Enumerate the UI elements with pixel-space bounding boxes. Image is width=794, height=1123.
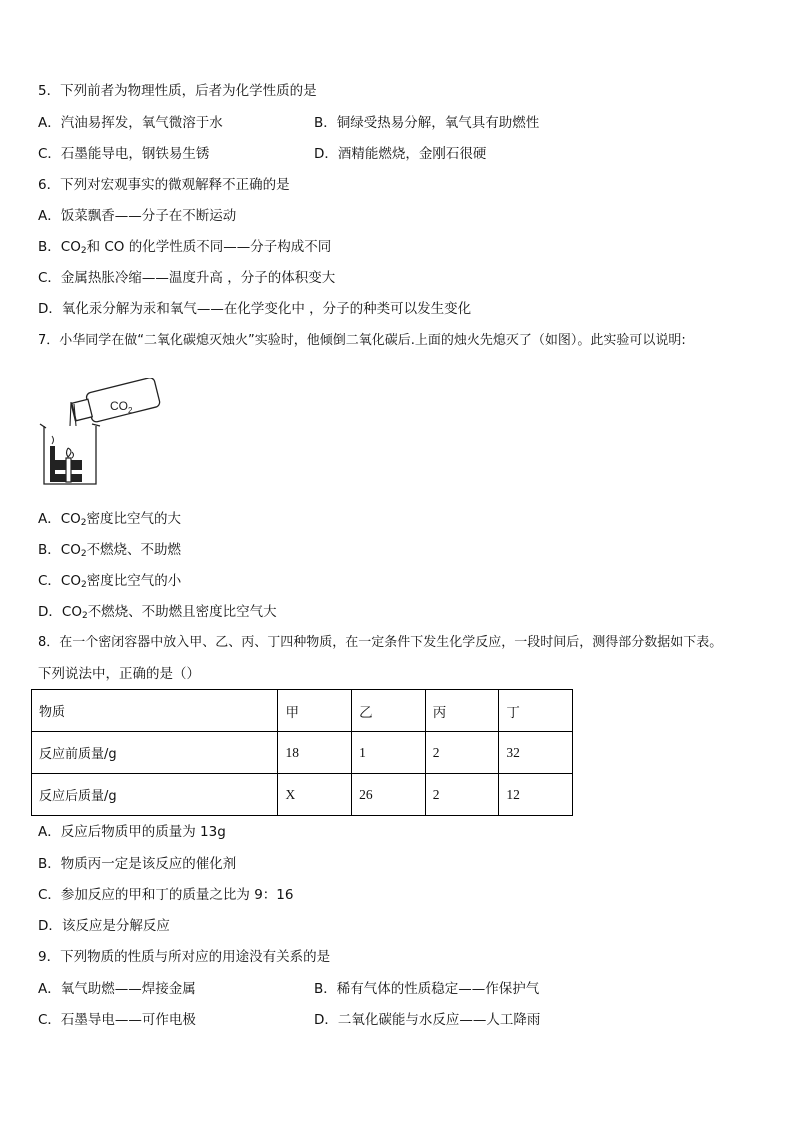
table-header-row xyxy=(32,690,573,732)
table-cell: 26 xyxy=(352,774,426,816)
table-cell: 反应后质量/g xyxy=(32,774,278,816)
q8-option-b: B．物质丙一定是该反应的催化剂 xyxy=(38,856,237,872)
q7-stem: 7．小华同学在做“二氧化碳熄灭烛火”实验时，他倾倒二氧化碳后.上面的烛火先熄灭了（如图）。此实验可以说明: xyxy=(38,333,686,348)
q8-stem-2: 下列说法中，正确的是（） xyxy=(38,666,200,682)
q6-option-d: D．氧化汞分解为汞和氧气——在化学变化中 ，分子的种类可以发生变化 xyxy=(38,301,472,317)
q5-stem: 5．下列前者为物理性质，后者为化学性质的是 xyxy=(38,83,317,99)
table-header-cell: 乙 xyxy=(352,690,426,732)
table-header-cell: 甲 xyxy=(278,690,352,732)
q9-option-b: B．稀有气体的性质稳定——作保护气 xyxy=(314,981,540,997)
short-candle xyxy=(66,458,71,482)
tall-candle xyxy=(50,446,55,482)
table-header-cell: 丙 xyxy=(425,690,499,732)
q6-option-a: A．饭菜飘香——分子在不断运动 xyxy=(38,208,237,224)
bottle-label: $CO_2$ xyxy=(110,399,133,415)
q8-stem: 8．在一个密闭容器中放入甲、乙、丙、丁四种物质，在一定条件下发生化学反应，一段时间后，测得部分数据如下表。 xyxy=(38,635,723,650)
table-cell: 12 xyxy=(499,774,573,816)
q8-option-c: C．参加反应的甲和丁的质量之比为 9：16 xyxy=(38,887,294,903)
q6-option-b xyxy=(38,238,331,256)
q6-option-c: C．金属热胀冷缩——温度升高 ，分子的体积变大 xyxy=(38,270,336,286)
table-header-cell: 丁 xyxy=(499,690,573,732)
q6-option-b-pre: B．CO xyxy=(38,239,81,255)
q7-option-b: B．$CO_2$不燃烧、不助燃 xyxy=(38,542,182,559)
table-cell: 2 xyxy=(425,732,499,774)
q8-option-a: A．反应后物质甲的质量为 13g xyxy=(38,824,226,840)
q9-option-d: D．二氧化碳能与水反应——人工降雨 xyxy=(314,1012,541,1028)
q9-stem: 9．下列物质的性质与所对应的用途没有关系的是 xyxy=(38,949,331,965)
q9-option-a: A．氧气助燃——焊接金属 xyxy=(38,981,196,997)
q9-option-c: C．石墨导电——可作电极 xyxy=(38,1012,196,1028)
table-row xyxy=(32,732,573,774)
table-header-cell: 物质 xyxy=(32,690,278,732)
table-cell: X xyxy=(278,774,352,816)
table-cell: 32 xyxy=(499,732,573,774)
q6-stem: 6．下列对宏观事实的微观解释不正确的是 xyxy=(38,177,290,193)
q7-option-c: C．$CO_2$密度比空气的小 xyxy=(38,573,182,590)
beaker-candle-illustration xyxy=(38,378,168,488)
table-cell: 2 xyxy=(425,774,499,816)
table-cell: 反应前质量/g xyxy=(32,732,278,774)
table-row xyxy=(32,774,573,816)
mass-data-table xyxy=(31,689,573,816)
co2-candle-experiment-figure xyxy=(38,378,168,488)
table-cell: 18 xyxy=(278,732,352,774)
q6-option-b-sub: 2 xyxy=(80,246,87,256)
q8-option-d: D．该反应是分解反应 xyxy=(38,918,170,934)
q7-option-a: A．$CO_2$密度比空气的大 xyxy=(38,511,182,528)
q6-option-b-post: 和 CO 的化学性质不同——分子构成不同 xyxy=(86,239,332,255)
q5-option-a: A．汽油易挥发，氧气微溶于水 xyxy=(38,115,223,131)
q5-option-b: B．铜绿受热易分解，氧气具有助燃性 xyxy=(314,115,540,131)
q5-option-c: C．石墨能导电，钢铁易生锈 xyxy=(38,146,210,162)
table-cell: 1 xyxy=(352,732,426,774)
q5-option-d: D．酒精能燃烧，金刚石很硬 xyxy=(314,146,487,162)
q7-option-d: D．$CO_2$不燃烧、不助燃且密度比空气大 xyxy=(38,604,277,621)
